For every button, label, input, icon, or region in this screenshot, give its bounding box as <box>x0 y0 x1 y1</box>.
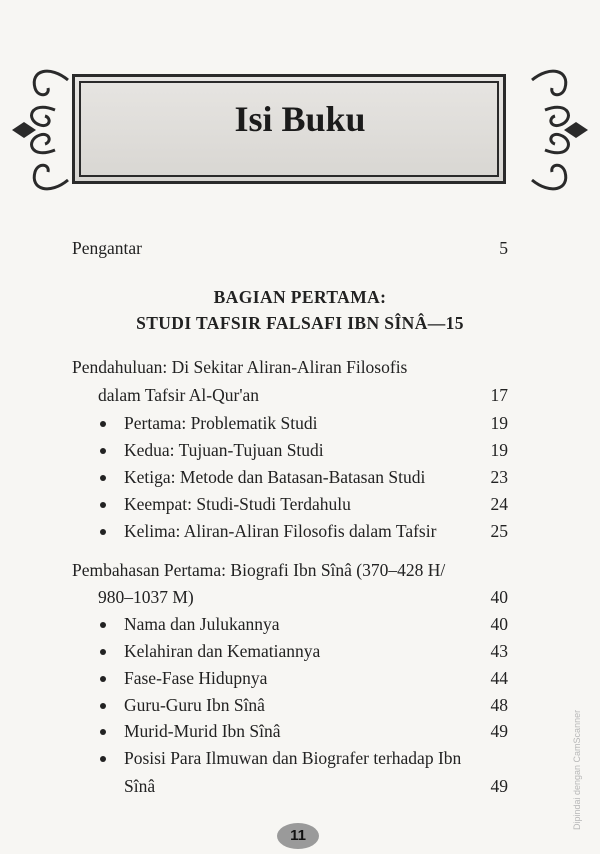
toc-entry-page: 19 <box>490 440 508 460</box>
bullet-icon <box>100 622 106 628</box>
title-banner <box>10 60 590 200</box>
toc-entry-text: dalam Tafsir Al-Qur'an <box>98 385 260 405</box>
toc-entry-text: Kelima: Aliran-Aliran Filosofis dalam Tafsir <box>124 521 437 541</box>
bullet-icon <box>100 649 106 655</box>
section-heading-line1: BAGIAN PERTAMA: <box>213 287 387 307</box>
toc-entry <box>72 558 508 582</box>
toc-entry-page: 17 <box>490 385 508 405</box>
bullet-icon <box>100 703 106 709</box>
bullet-icon <box>100 756 106 762</box>
toc-entry-page: 23 <box>490 467 508 487</box>
page-title: Isi Buku <box>234 99 366 139</box>
toc-entry-text: Murid-Murid Ibn Sînâ <box>124 721 281 741</box>
toc-entry-text: Kelahiran dan Kematiannya <box>124 641 321 661</box>
toc-entry-text: Pendahuluan: Di Sekitar Aliran-Aliran Filosofis <box>72 357 408 377</box>
toc-entry-text: Sînâ <box>124 776 156 796</box>
toc-entry-text: Fase-Fase Hidupnya <box>124 668 268 688</box>
toc-entry-page: 19 <box>490 413 508 433</box>
section-heading-line2: STUDI TAFSIR FALSAFI IBN SÎNÂ—15 <box>136 313 464 333</box>
page-number-badge: 11 <box>277 823 319 849</box>
toc-entry-text: Pengantar <box>72 238 142 258</box>
toc-entry-page: 25 <box>490 521 508 541</box>
toc-entry-text: Pembahasan Pertama: Biografi Ibn Sînâ (370–428 H/ <box>72 560 446 580</box>
right-ornament-icon <box>530 60 590 200</box>
toc-entry-continuation <box>98 585 508 609</box>
toc-entry-text: Posisi Para Ilmuwan dan Biografer terhadap Ibn <box>124 748 462 768</box>
scanner-watermark: Dipindai dengan CamScanner <box>572 709 582 830</box>
toc-entry-text: Kedua: Tujuan-Tujuan Studi <box>124 440 324 460</box>
toc-entry-continuation <box>98 383 508 407</box>
toc-entry-page: 43 <box>490 641 508 661</box>
toc-entry-text: 980–1037 M) <box>98 587 194 607</box>
toc-entry-page: 40 <box>490 614 508 634</box>
toc-entry <box>72 355 508 379</box>
toc-entry <box>72 236 508 260</box>
toc-entry-page: 24 <box>490 494 508 514</box>
bullet-icon <box>100 502 106 508</box>
toc-entry-text: Ketiga: Metode dan Batasan-Batasan Studi <box>124 467 426 487</box>
bullet-icon <box>100 448 106 454</box>
toc-entry-text: Nama dan Julukannya <box>124 614 280 634</box>
toc-entry-text: Pertama: Problematik Studi <box>124 413 318 433</box>
toc-entry-page: 5 <box>499 238 508 258</box>
toc-entry-text: Keempat: Studi-Studi Terdahulu <box>124 494 351 514</box>
bullet-icon <box>100 729 106 735</box>
toc-entry-page: 49 <box>490 776 508 796</box>
toc-entry-page: 40 <box>490 587 508 607</box>
bullet-icon <box>100 676 106 682</box>
toc-entry-page: 49 <box>490 721 508 741</box>
toc-entry-text: Guru-Guru Ibn Sînâ <box>124 695 265 715</box>
bullet-icon <box>100 475 106 481</box>
toc-entry-page: 44 <box>490 668 508 688</box>
toc-entry-page: 48 <box>490 695 508 715</box>
bullet-icon <box>100 529 106 535</box>
bullet-icon <box>100 421 106 427</box>
